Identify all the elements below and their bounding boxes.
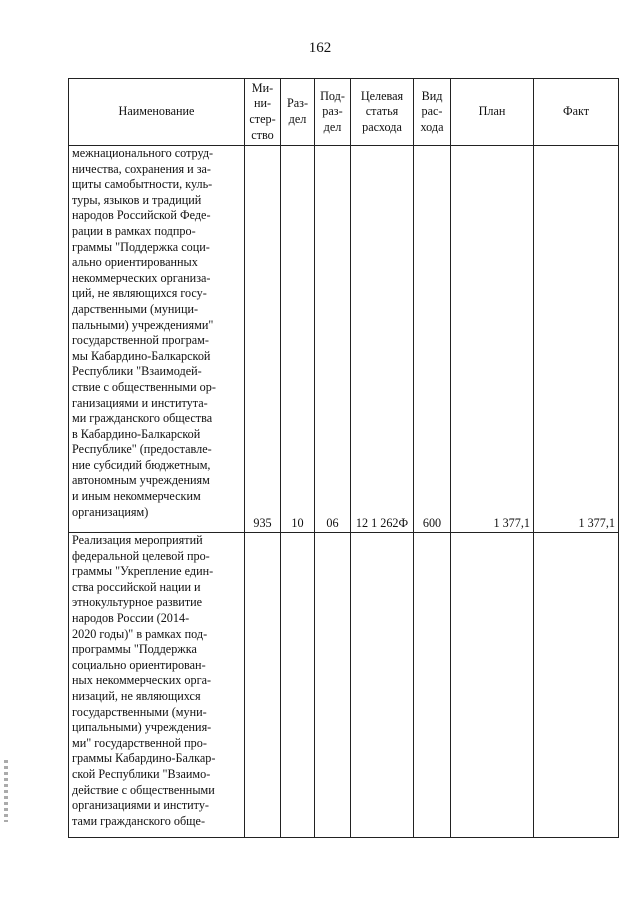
row-ministry: 935 (245, 146, 281, 533)
row-name: межнационального сотруд- ничества, сохранения и за- щиты самобытности, куль- туры, языков и традиций народов Российской Феде- рации в рамках подпро- граммы "Поддержка соци- ально ориентированных некоммерческих организа- ций, не являющихся госу- дарственными (муници- пальными) учреждениями" государственной програм- мы Кабардино-Балкарской Республики "Взаимодей- ствие с общественными ор- ганизациями и института- ми гражданского общества в Кабардино-Балкарской Республике" (предоставле- ние субсидий бюджетным, автономным учреждениям и иным некоммерческим организациям) (69, 146, 245, 533)
row-expense-type: 600 (414, 146, 451, 533)
header-subsection: Под- раз- дел (315, 79, 351, 146)
row-fact (534, 533, 619, 838)
header-fact: Факт (534, 79, 619, 146)
row-expense-type (414, 533, 451, 838)
row-plan (451, 533, 534, 838)
row-target-item: 12 1 262Ф (351, 146, 414, 533)
row-ministry (245, 533, 281, 838)
row-fact: 1 377,1 (534, 146, 619, 533)
row-subsection (315, 533, 351, 838)
table-row (69, 533, 619, 838)
row-name: Реализация мероприятий федеральной целевой про- граммы "Укрепление един- ства российской нации и этнокультурное развитие народов России (2014- 2020 годы)" в рамках под- программы "Поддержка социально ориентирован- ных некоммерческих орга- низаций, не являющихся государственными (муни- ципальными) учреждения- ми" государственной про- граммы Кабардино-Балкар- ской Республики "Взаимо- действие с общественными организациями и институ- тами гражданского обще- (69, 533, 245, 838)
row-section (281, 533, 315, 838)
row-target-item (351, 533, 414, 838)
row-section: 10 (281, 146, 315, 533)
row-plan: 1 377,1 (451, 146, 534, 533)
header-expense-type: Вид рас- хода (414, 79, 451, 146)
budget-table (68, 78, 619, 838)
header-target-item: Целевая статья расхода (351, 79, 414, 146)
table-header-row (69, 79, 619, 146)
header-plan: План (451, 79, 534, 146)
page-number: 162 (308, 40, 332, 56)
row-subsection: 06 (315, 146, 351, 533)
header-name: Наименование (69, 79, 245, 146)
header-ministry: Ми- ни- стер- ство (245, 79, 281, 146)
header-section: Раз- дел (281, 79, 315, 146)
scan-edge-mark (4, 760, 8, 822)
table-row (69, 146, 619, 533)
